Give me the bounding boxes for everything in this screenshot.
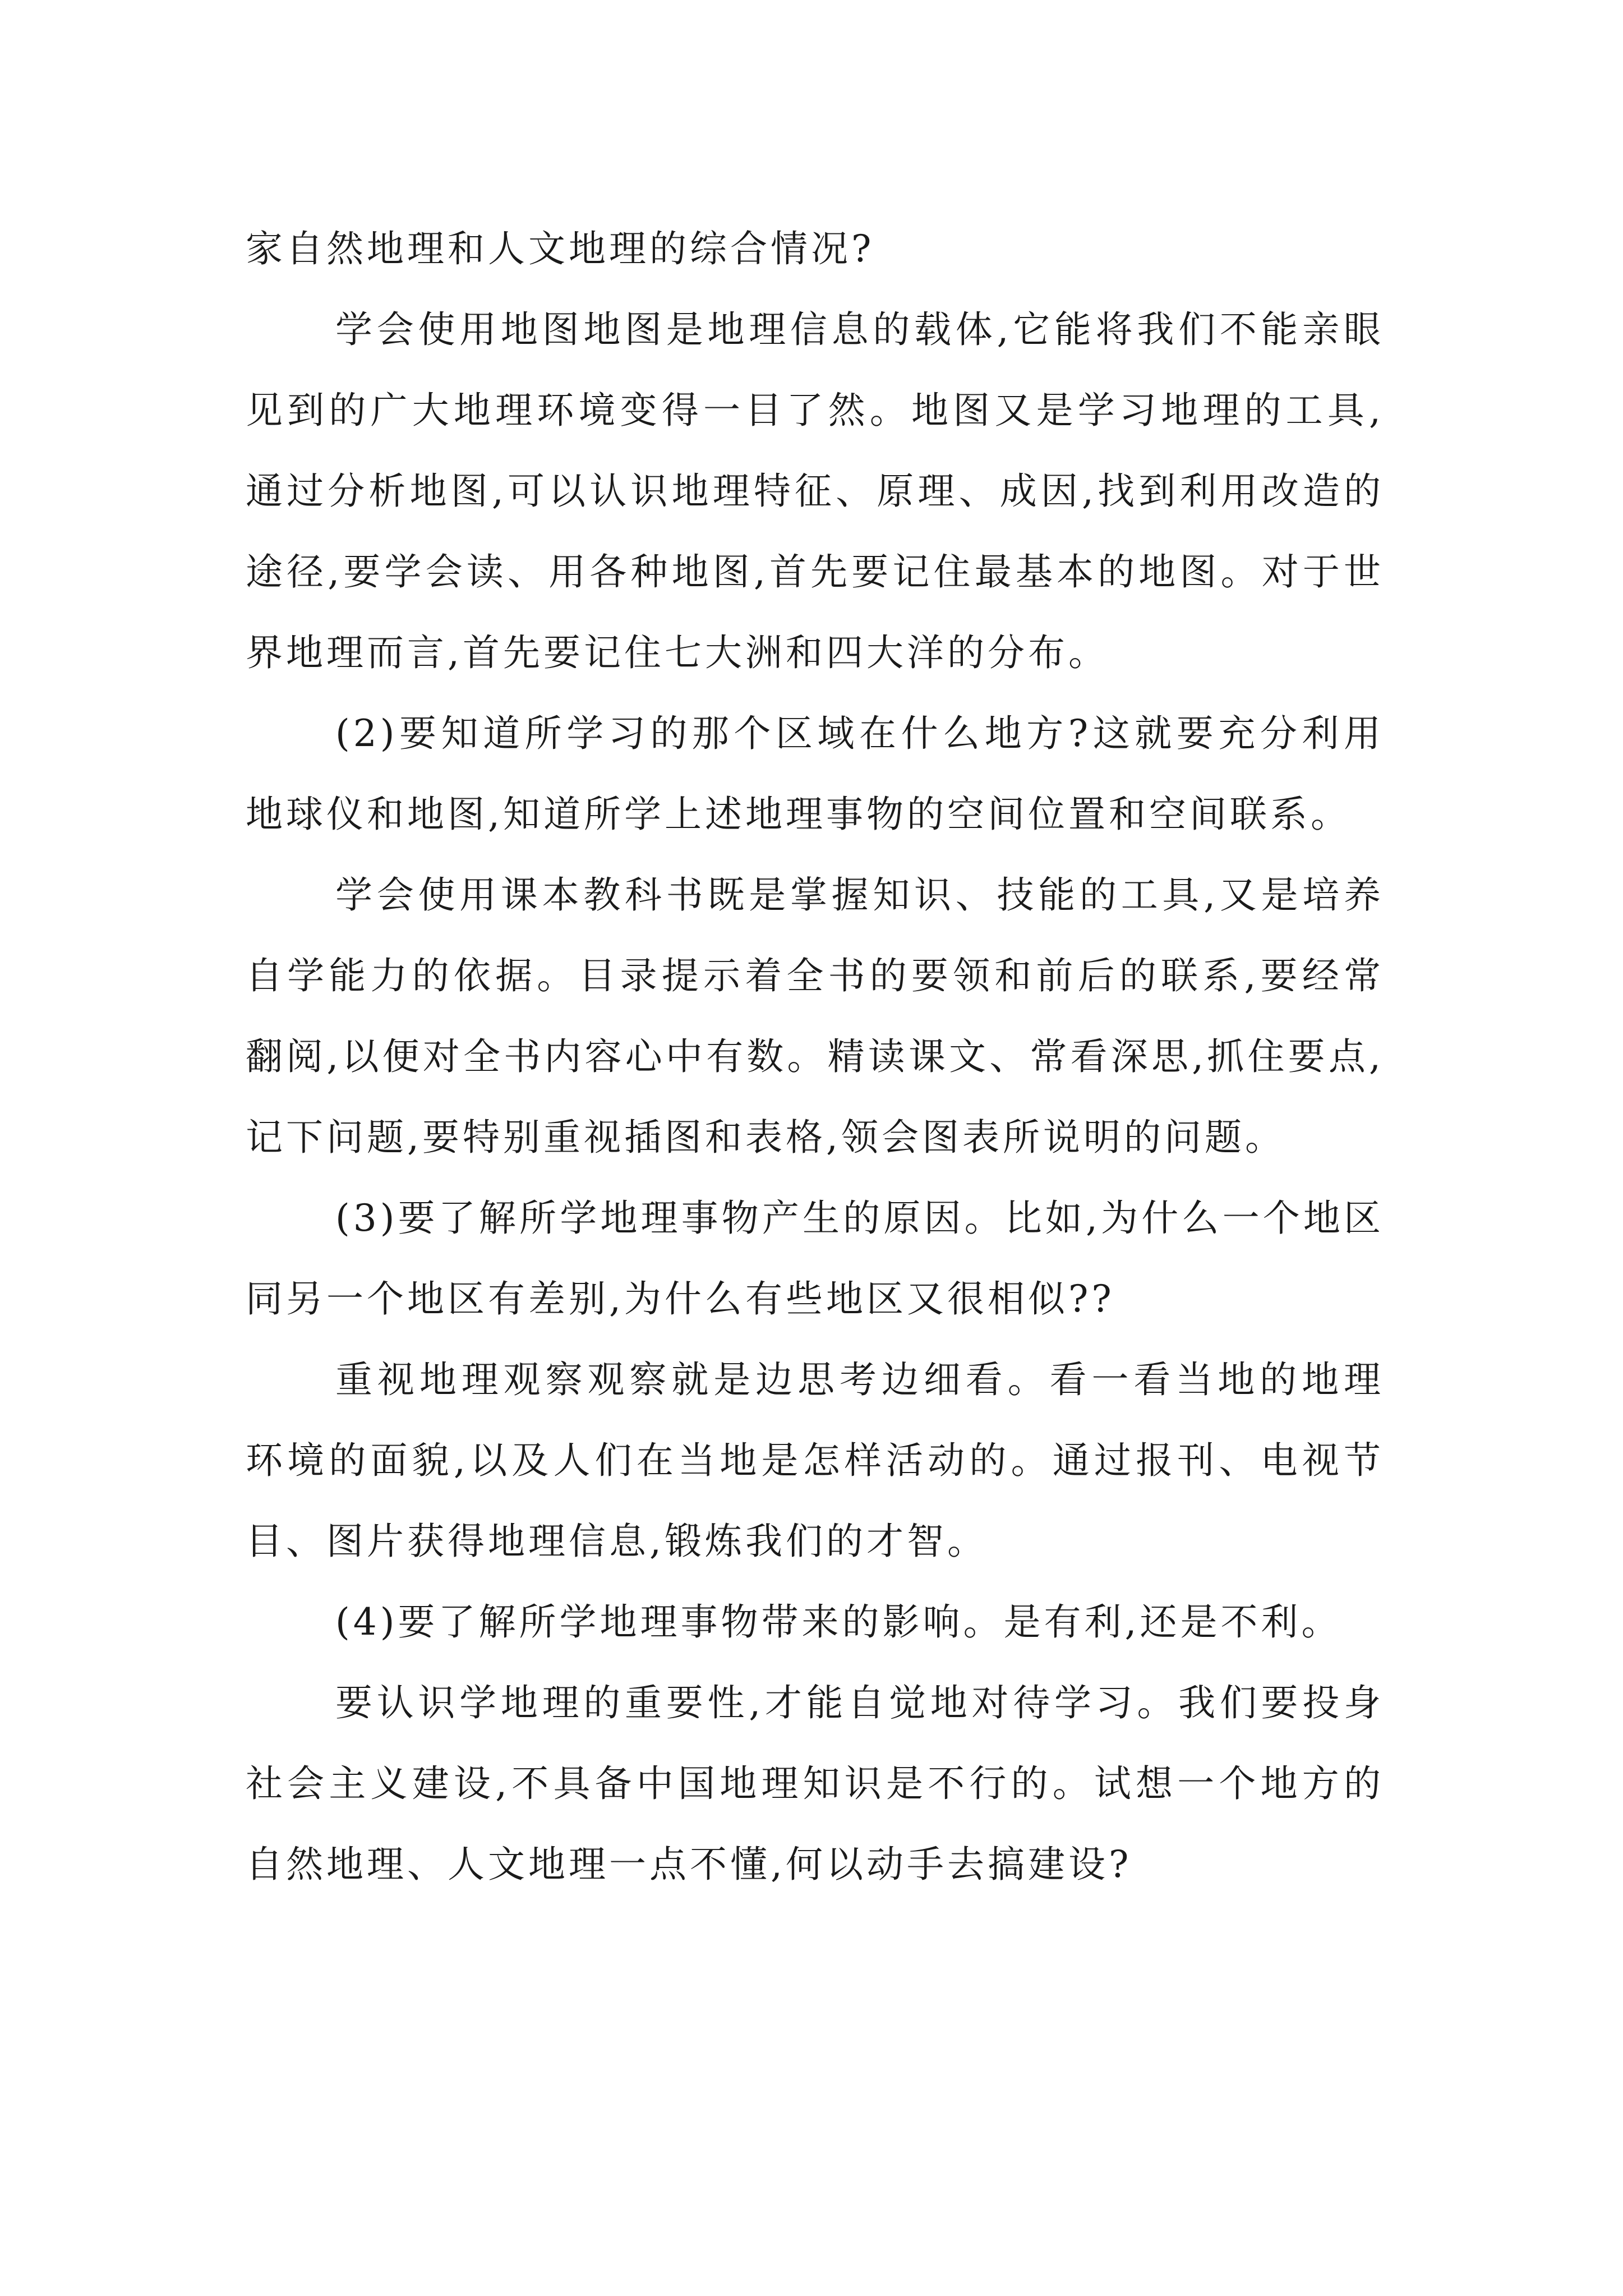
paragraph: 家自然地理和人文地理的综合情况? bbox=[246, 227, 875, 270]
paragraph: (2)要知道所学习的那个区域在什么地方?这就要充分利用地球仪和地图,知道所学上述地理事物的空间位置和空间联系。 bbox=[246, 712, 1384, 836]
paragraph: (3)要了解所学地理事物产生的原因。比如,为什么一个地区同另一个地区有差别,为什么有些地区又很相似?? bbox=[246, 1197, 1384, 1320]
paragraph: 重视地理观察观察就是边思考边细看。看一看当地的地理环境的面貌,以及人们在当地是怎样活动的。通过报刊、电视节目、图片获得地理信息,锻炼我们的才智。 bbox=[246, 1358, 1384, 1563]
paragraph: 学会使用课本教科书既是掌握知识、技能的工具,又是培养自学能力的依据。目录提示着全书的要领和前后的联系,要经常翻阅,以便对全书内容心中有数。精读课文、常看深思,抓住要点,记下问题,要特别重视插图和表格,领会图表所说明的问题。 bbox=[246, 873, 1384, 1159]
paragraph: 要认识学地理的重要性,才能自觉地对待学习。我们要投身社会主义建设,不具备中国地理知识是不行的。试想一个地方的自然地理、人文地理一点不懂,何以动手去搞建设? bbox=[246, 1681, 1384, 1886]
document-body bbox=[246, 209, 1384, 1905]
paragraph: (4)要了解所学地理事物带来的影响。是有利,还是不利。 bbox=[335, 1600, 1342, 1644]
paragraph: 学会使用地图地图是地理信息的载体,它能将我们不能亲眼见到的广大地理环境变得一目了然。地图又是学习地理的工具,通过分析地图,可以认识地理特征、原理、成因,找到利用改造的途径,要学会读、用各种地图,首先要记住最基本的地图。对于世界地理而言,首先要记住七大洲和四大洋的分布。 bbox=[246, 308, 1384, 674]
